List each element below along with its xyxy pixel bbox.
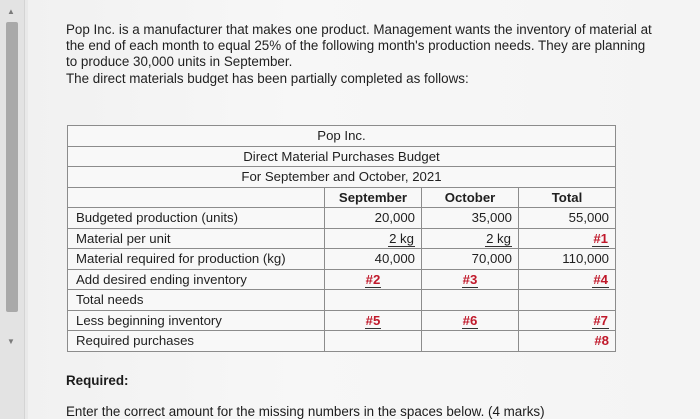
placeholder-4: #4 [593,271,608,287]
placeholder-8: #8 [594,333,609,349]
row-label: Add desired ending inventory [68,269,325,290]
table-row [68,208,616,229]
table-header-period [68,167,616,188]
cell-september [325,228,422,249]
cell-october [422,228,519,249]
problem-statement [66,22,686,87]
column-header-october: October [422,187,519,208]
company-name: Pop Inc. [68,126,616,147]
cell-total [519,269,616,290]
cell-value: 2 kg [389,230,414,246]
cell-september [325,331,422,352]
column-header-row [68,187,616,208]
placeholder-1: #1 [593,230,608,246]
cell-october [422,310,519,331]
placeholder-6: #6 [462,312,478,328]
cell-total [519,228,616,249]
cell-september [325,290,422,311]
row-label: Material per unit [68,228,325,249]
cell-september [325,310,422,331]
instruction-text: Enter the correct amount for the missing numbers in the spaces below. (4 marks) [66,404,545,419]
table-header-company [68,126,616,147]
scrollbar-thumb[interactable] [6,22,18,312]
cell-total: 55,000 [519,208,616,229]
vertical-scrollbar[interactable] [0,0,25,419]
required-heading: Required: [66,373,129,388]
intro-line-2: the end of each month to equal 25% of the following month's production needs. They are planning [66,38,646,54]
intro-line-4: The direct materials budget has been partially completed as follows: [66,70,469,86]
row-label: Budgeted production (units) [68,208,325,229]
placeholder-3: #3 [462,271,478,287]
table-row [68,228,616,249]
table-row [68,269,616,290]
column-header-blank [68,187,325,208]
cell-october [422,331,519,352]
placeholder-5: #5 [365,312,381,328]
intro-line-1: Pop Inc. is a manufacturer that makes one product. Management wants the inventory of material at [66,22,652,37]
row-label: Required purchases [68,331,325,352]
cell-october [422,290,519,311]
cell-september: 40,000 [325,249,422,270]
row-label: Total needs [68,290,325,311]
budget-period: For September and October, 2021 [68,167,616,188]
column-header-september: September [325,187,422,208]
cell-total [519,310,616,331]
row-label: Material required for production (kg) [68,249,325,270]
cell-september [325,269,422,290]
cell-october: 70,000 [422,249,519,270]
table-row [68,310,616,331]
table-row [68,331,616,352]
table-row [68,249,616,270]
table-header-title [68,146,616,167]
scroll-down-arrow-icon[interactable]: ▼ [7,337,15,346]
cell-september: 20,000 [325,208,422,229]
placeholder-7: #7 [593,312,608,328]
scroll-up-arrow-icon[interactable]: ▲ [7,7,15,16]
cell-october [422,269,519,290]
direct-material-budget-table [67,125,616,352]
cell-total [519,290,616,311]
column-header-total: Total [519,187,616,208]
cell-total: 110,000 [519,249,616,270]
budget-title: Direct Material Purchases Budget [68,146,616,167]
placeholder-2: #2 [365,271,381,287]
intro-line-3: to produce 30,000 units in September. [66,54,293,70]
row-label: Less beginning inventory [68,310,325,331]
cell-october: 35,000 [422,208,519,229]
cell-total [519,331,616,352]
table-row [68,290,616,311]
cell-value: 2 kg [486,230,511,246]
